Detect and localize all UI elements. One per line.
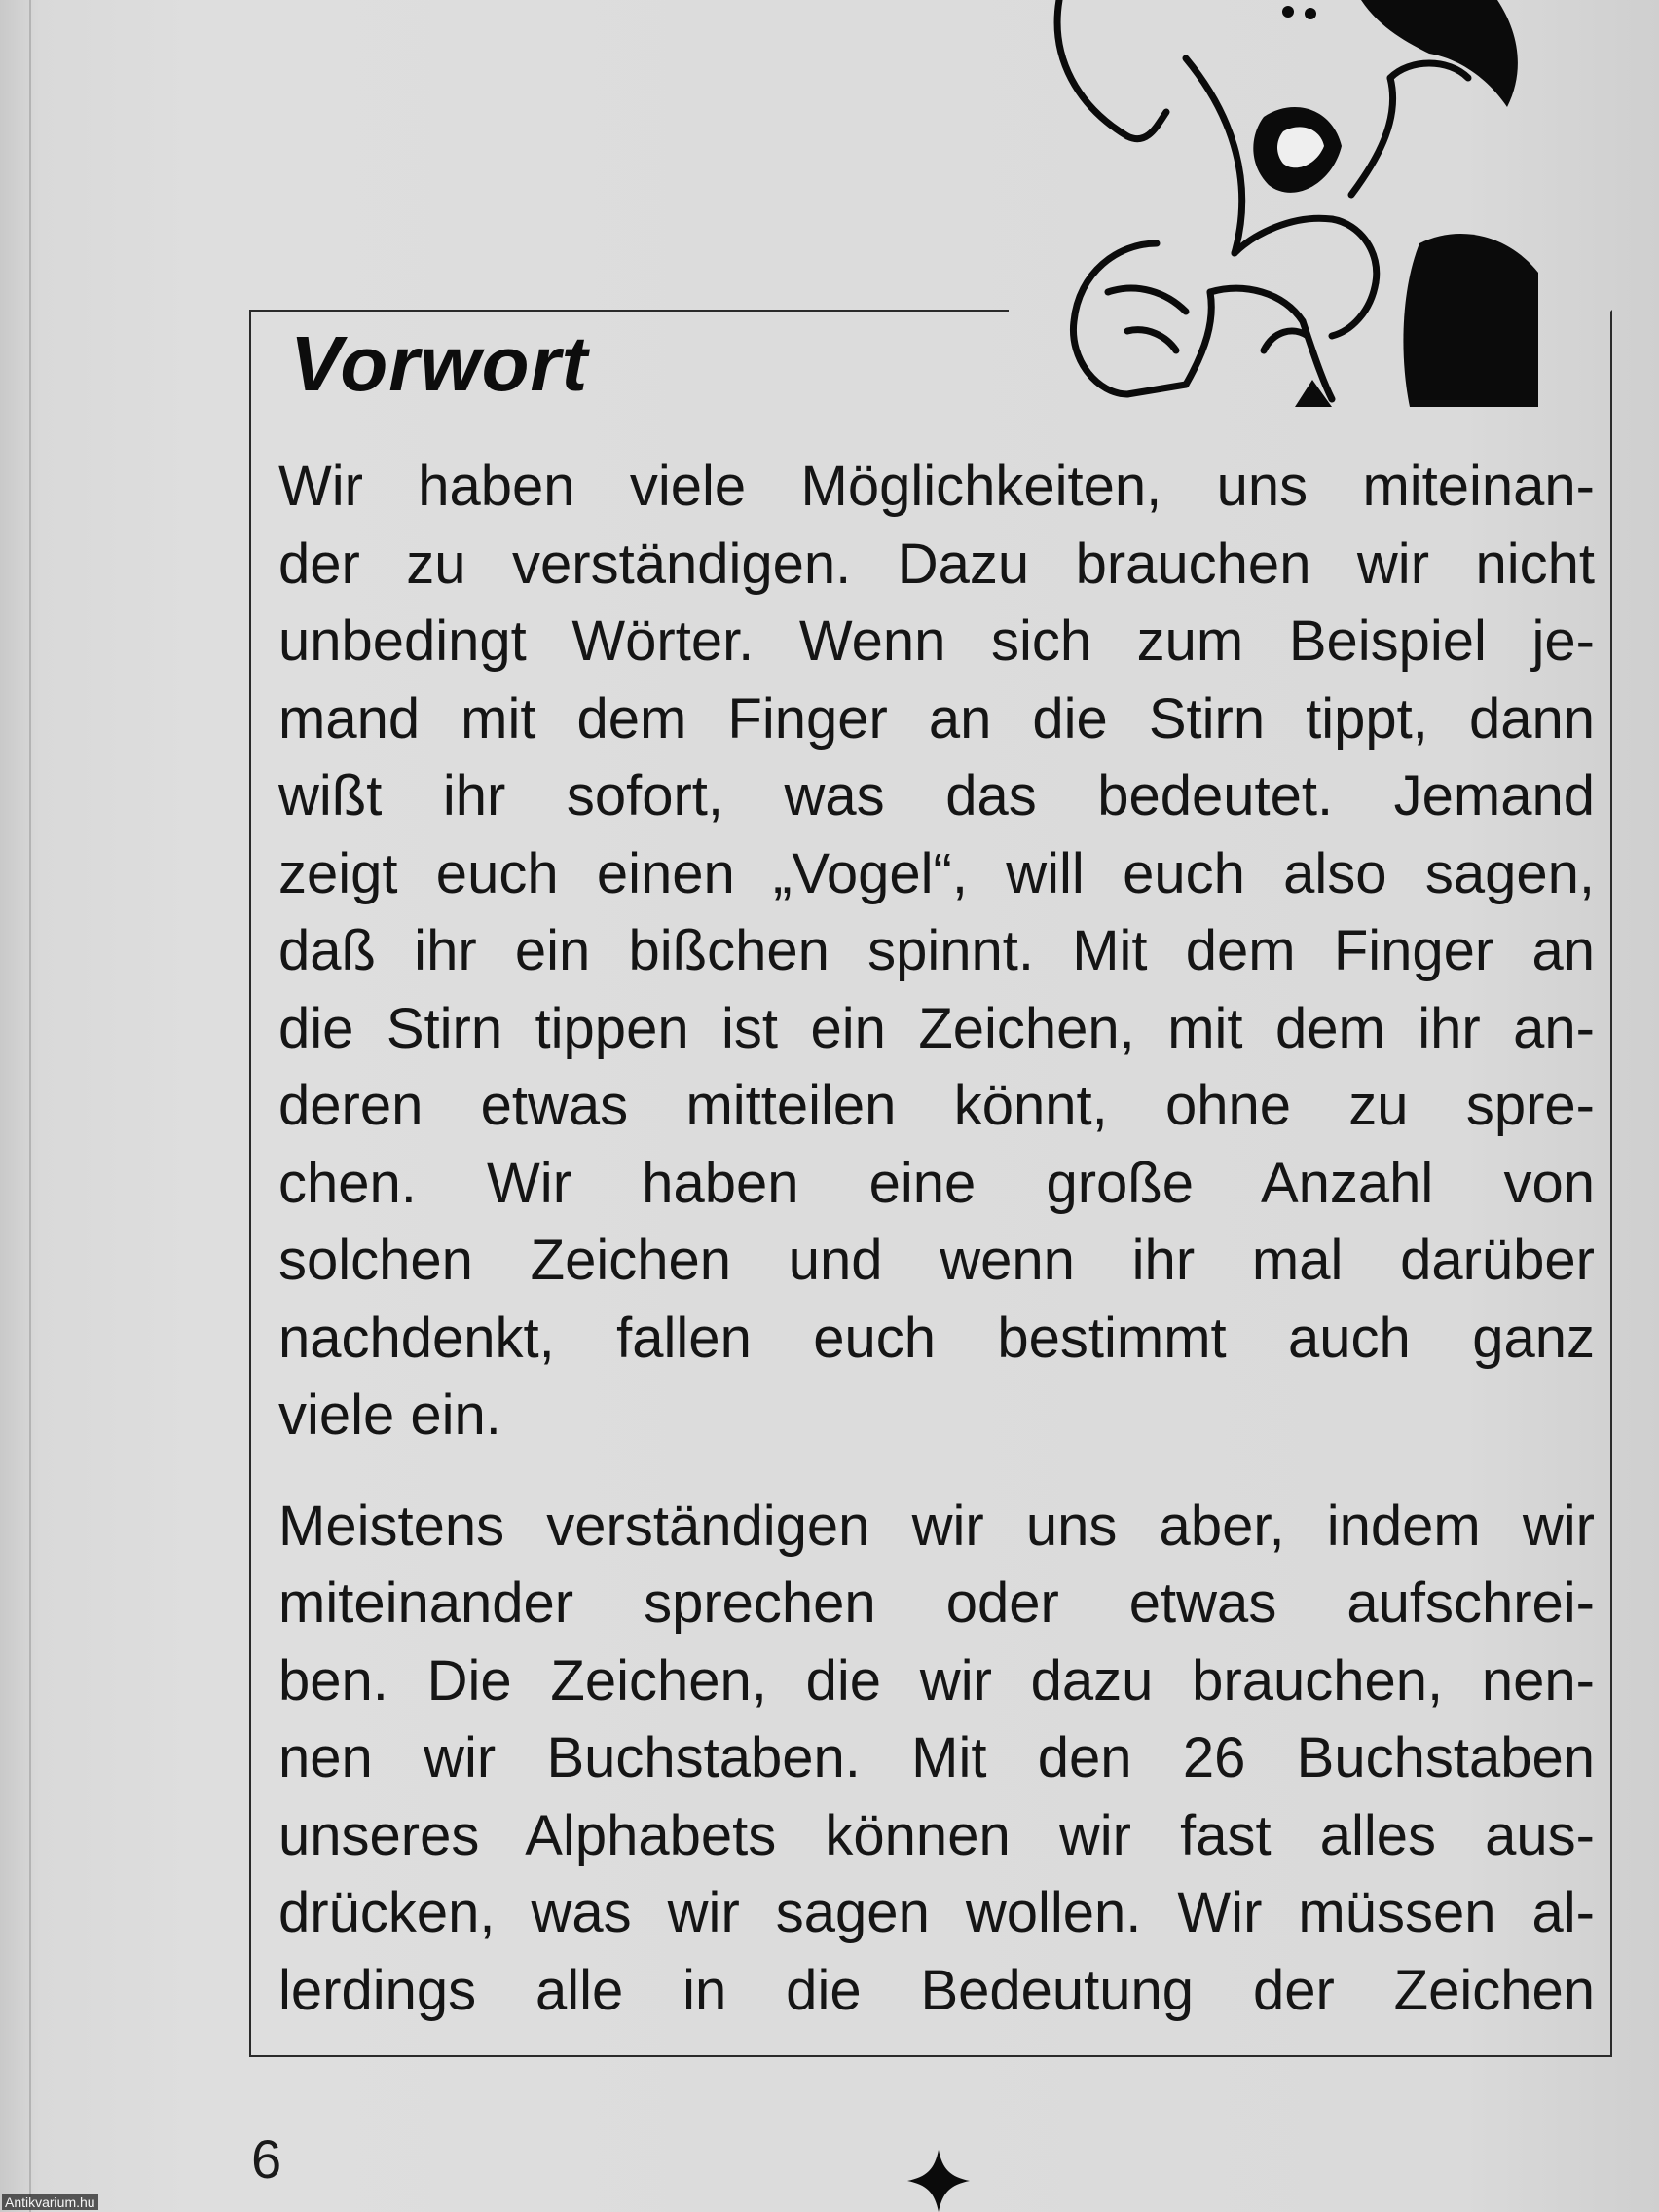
text-line: nachdenkt, fallen euch bestimmt auch ganz xyxy=(278,1306,1595,1370)
text-line: chen. Wir haben eine große Anzahl von xyxy=(278,1151,1595,1215)
diamond-ornament-icon xyxy=(907,2150,970,2212)
text-line: nen wir Buchstaben. Mit den 26 Buchstaben xyxy=(278,1726,1595,1789)
text-line: Wir haben viele Möglichkeiten, uns miteinan- xyxy=(278,455,1595,518)
text-line: ben. Die Zeichen, die wir dazu brauchen, nen- xyxy=(278,1648,1595,1713)
paragraph xyxy=(278,448,1595,1455)
text-line: deren etwas mitteilen könnt, ohne zu spre- xyxy=(278,1074,1595,1137)
text-line: Meistens verständigen wir uns aber, indem wir xyxy=(278,1493,1595,1558)
text-line: lerdings alle in die Bedeutung der Zeichen xyxy=(278,1958,1595,2022)
text-line: miteinander sprechen oder etwas aufschrei- xyxy=(278,1571,1595,1635)
page-edge-line xyxy=(29,0,31,2212)
text-line: die Stirn tippen ist ein Zeichen, mit dem ihr an- xyxy=(278,996,1595,1060)
text-line: der zu verständigen. Dazu brauchen wir nicht xyxy=(278,532,1595,596)
chapter-heading: Vorwort xyxy=(290,320,589,407)
text-line: mand mit dem Finger an die Stirn tippt, dann xyxy=(278,686,1595,751)
paragraph xyxy=(278,1488,1595,2030)
page-number: 6 xyxy=(251,2128,282,2190)
text-line: drücken, was wir sagen wollen. Wir müssen al- xyxy=(278,1881,1595,1944)
text-line: unseres Alphabets können wir fast alles aus- xyxy=(278,1803,1595,1867)
text-line: zeigt euch einen „Vogel“, will euch also sagen, xyxy=(278,841,1595,905)
text-line: solchen Zeichen und wenn ihr mal darüber xyxy=(278,1229,1595,1292)
watermark: Antikvarium.hu xyxy=(2,2194,98,2210)
text-line: viele ein. xyxy=(278,1383,501,1447)
body-text xyxy=(278,448,1595,2062)
text-line: unbedingt Wörter. Wenn sich zum Beispiel je- xyxy=(278,609,1595,673)
text-line: wißt ihr sofort, was das bedeutet. Jemand xyxy=(278,764,1595,828)
text-line: daß ihr ein bißchen spinnt. Mit dem Finger an xyxy=(278,919,1595,982)
